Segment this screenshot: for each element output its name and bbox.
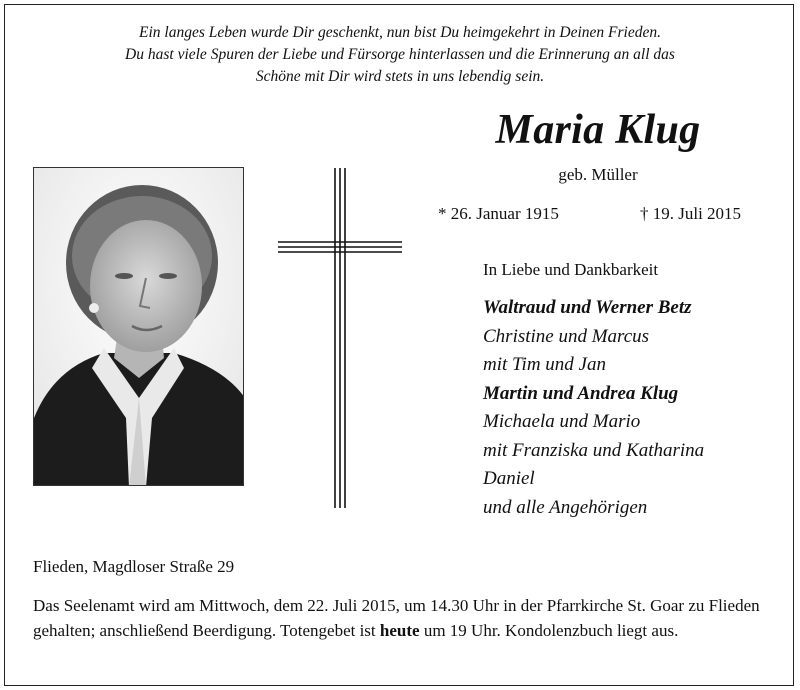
mourners-list [483,294,704,522]
mourner-line: Daniel [483,468,535,489]
notice-emphasis: heute [379,620,420,640]
poem [60,22,740,88]
notice-text-end: um 19 Uhr. Kondolenzbuch liegt aus. [419,620,679,640]
deceased-name: Maria Klug [495,107,701,153]
death-date: † 19. Juli 2015 [640,204,742,223]
mourner-line: Christine und Marcus [483,325,650,347]
address: Flieden, Magdloser Straße 29 [33,557,235,576]
poem-line: Du hast viele Spuren der Liebe und Fürsorge hinterlassen und die Erinnerung an all das [125,46,675,63]
maiden-name: geb. Müller [558,165,638,184]
cross-icon [276,166,406,515]
poem-line: Schöne mit Dir wird stets in uns lebendig sein. [255,68,545,85]
mourner-line: mit Franziska und Katharina [483,439,705,461]
portrait-photo [33,167,244,486]
mourner-line: und alle Angehörigen [483,496,648,518]
mourner-line: Michaela und Mario [483,411,641,432]
mourner-line: mit Tim und Jan [483,354,606,375]
portrait-photo-icon [34,168,244,486]
mourners-intro: In Liebe und Dankbarkeit [483,260,659,279]
mourner-line: Waltraud und Werner Betz [483,297,692,318]
birth-date: * 26. Januar 1915 [438,204,559,223]
mourner-line: Martin und Andrea Klug [483,382,679,404]
notice-text: Das Seelenamt wird am Mittwoch, dem 22. Juli 2015, um 14.30 Uhr in der Pfarrkirche St. Goar zu Flieden gehalten; anschließend Beerdigung. Totengebet ist [33,596,760,640]
funeral-notice [33,594,773,643]
poem-line: Ein langes Leben wurde Dir geschenkt, nun bist Du heimgekehrt in Deinen Frieden. [138,24,661,41]
